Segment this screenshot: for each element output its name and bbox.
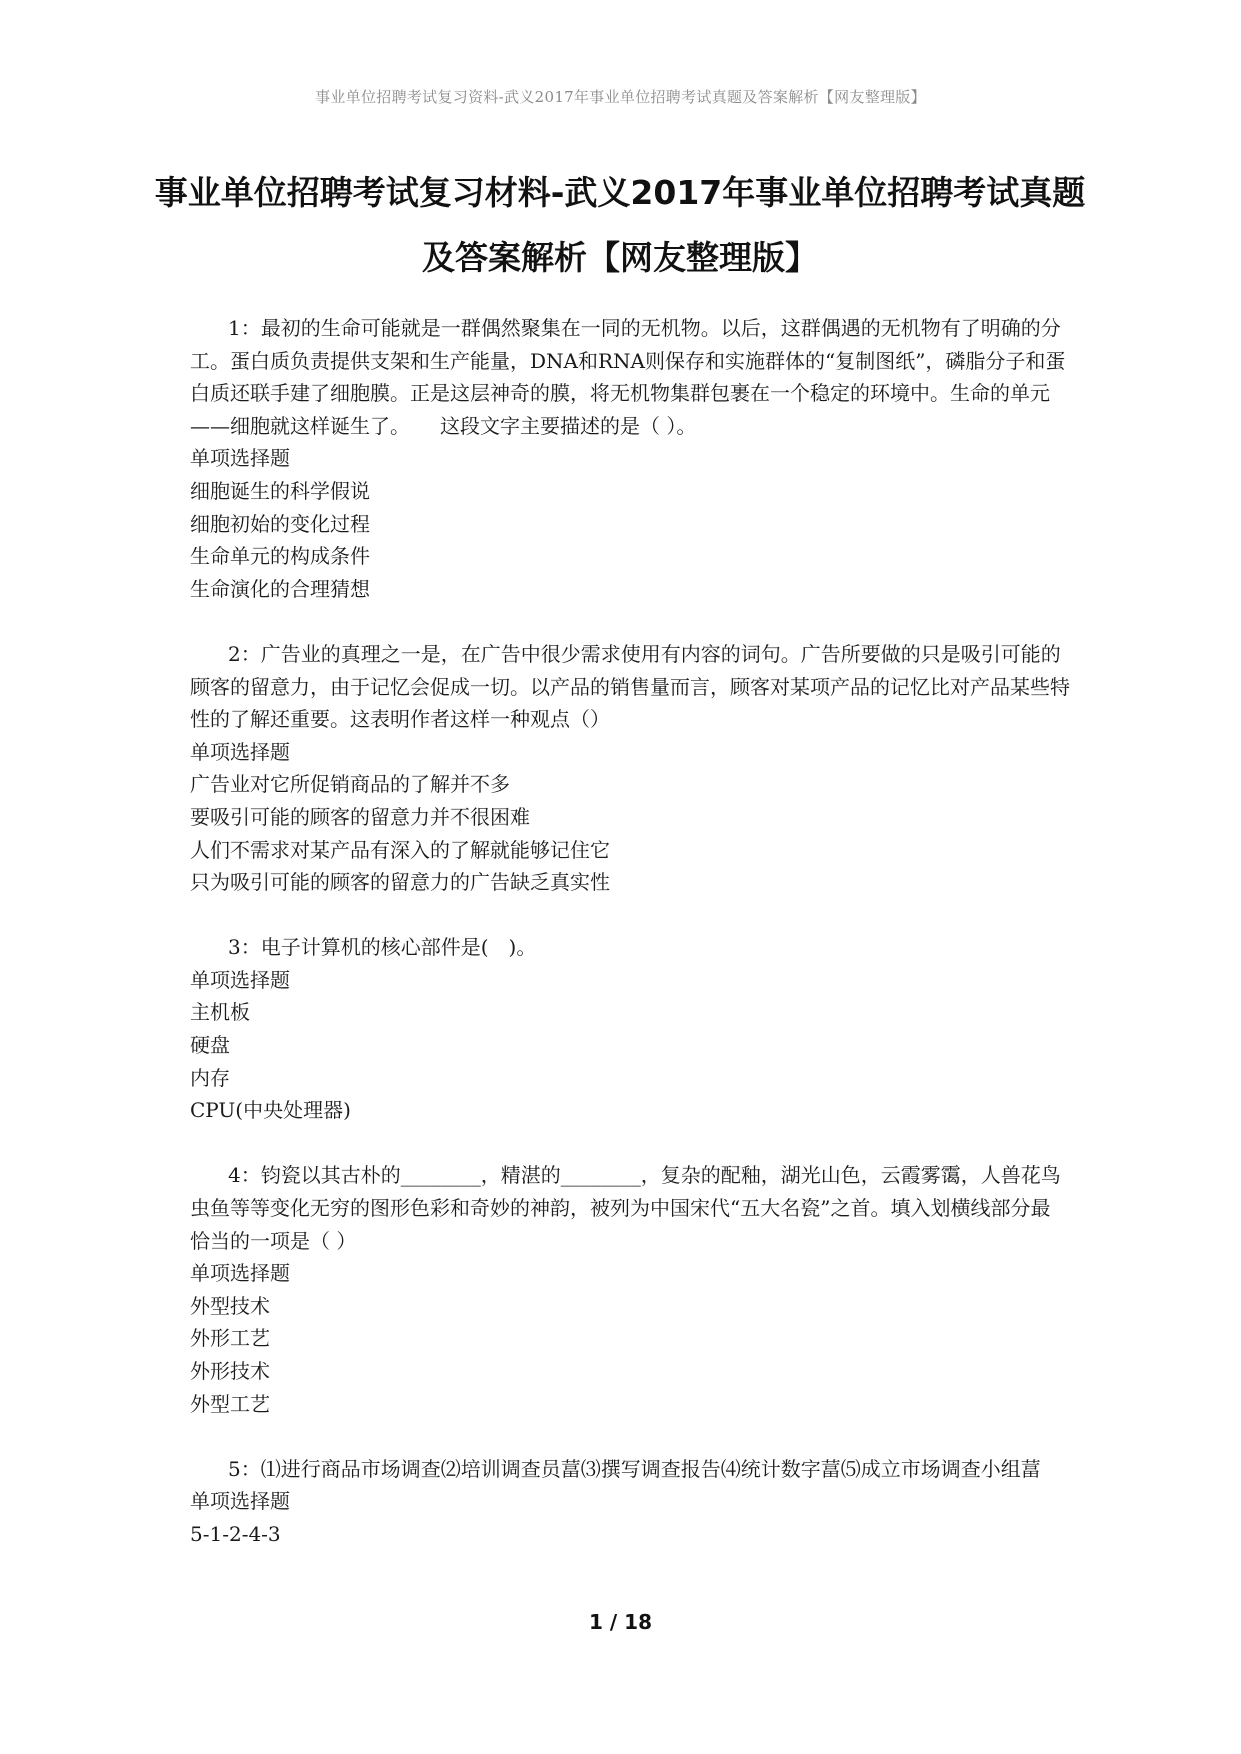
question-type: 单项选择题: [190, 967, 290, 992]
question-stem: 1：最初的生命可能就是一群偶然聚集在一同的无机物。以后，这群偶遇的无机物有了明确的分工。蛋白质负责提供支架和生产能量，DNA和RNA则保存和实施群体的“复制图纸”，磷脂分子和蛋白质还联手建了细胞膜。正是这层神奇的膜，将无机物集群包裹在一个稳定的环境中。生命的单元——细胞就这样诞生了。 这段文字主要描述的是（ ）。: [190, 316, 1066, 438]
question-stem: 4：钧瓷以其古朴的________，精湛的________，复杂的配釉，湖光山色，云霞雾霭，人兽花鸟虫鱼等等变化无穷的图形色彩和奇妙的神韵，被列为中国宋代“五大名瓷”之首。填入划横线部分最恰当的一项是（ ）: [190, 1163, 1061, 1253]
question-stem: 2：广告业的真理之一是，在广告中很少需求使用有内容的词句。广告所要做的只是吸引可能的顾客的留意力，由于记忆会促成一切。以产品的销售量而言，顾客对某项产品的记忆比对产品某些特性的了解还重要。这表明作者这样一种观点（）: [190, 641, 1070, 732]
answer-option: 外型工艺: [190, 1391, 270, 1416]
answer-option: 主机板: [190, 1000, 250, 1025]
answer-option: 5-1-2-4-3: [190, 1521, 281, 1546]
question-type: 单项选择题: [190, 739, 290, 764]
question-type: 单项选择题: [190, 1261, 290, 1286]
document-title: 事业单位招聘考试复习材料-武义2017年事业单位招聘考试真题及答案解析【网友整理版】: [154, 173, 1086, 277]
document-body: [190, 312, 1070, 1583]
question-block: [190, 1453, 1070, 1551]
answer-option: 要吸引可能的顾客的留意力并不很困难: [190, 804, 530, 829]
question-block: [190, 638, 1070, 899]
answer-option: 生命单元的构成条件: [190, 544, 370, 569]
answer-option: 广告业对它所促销商品的了解并不多: [190, 772, 510, 797]
answer-option: 人们不需求对某产品有深入的了解就能够记住它: [190, 837, 610, 862]
question-type: 单项选择题: [190, 1489, 290, 1514]
answer-option: CPU(中央处理器): [190, 1098, 351, 1123]
answer-option: 生命演化的合理猜想: [190, 576, 370, 601]
running-header: 事业单位招聘考试复习资料-武义2017年事业单位招聘考试真题及答案解析【网友整理版】: [315, 88, 926, 106]
answer-option: 细胞初始的变化过程: [190, 511, 370, 536]
question-block: [190, 931, 1070, 1127]
answer-option: 外型技术: [190, 1293, 270, 1318]
answer-option: 外形技术: [190, 1359, 270, 1383]
page-number: 1 / 18: [589, 1610, 652, 1634]
answer-option: 细胞诞生的科学假说: [190, 478, 370, 503]
answer-option: 内存: [190, 1065, 230, 1090]
question-type: 单项选择题: [190, 446, 290, 471]
answer-option: 硬盘: [190, 1033, 230, 1058]
question-block: [190, 312, 1070, 605]
question-block: [190, 1159, 1070, 1420]
question-stem: 3：电子计算机的核心部件是( )。: [228, 935, 537, 960]
question-stem: 5：⑴进行商品市场调查⑵培训调查员葍⑶撰写调查报告⑷统计数字葍⑸成立市场调查小组葍: [228, 1456, 1041, 1481]
answer-option: 只为吸引可能的顾客的留意力的广告缺乏真实性: [190, 870, 610, 895]
answer-option: 外形工艺: [190, 1326, 270, 1351]
